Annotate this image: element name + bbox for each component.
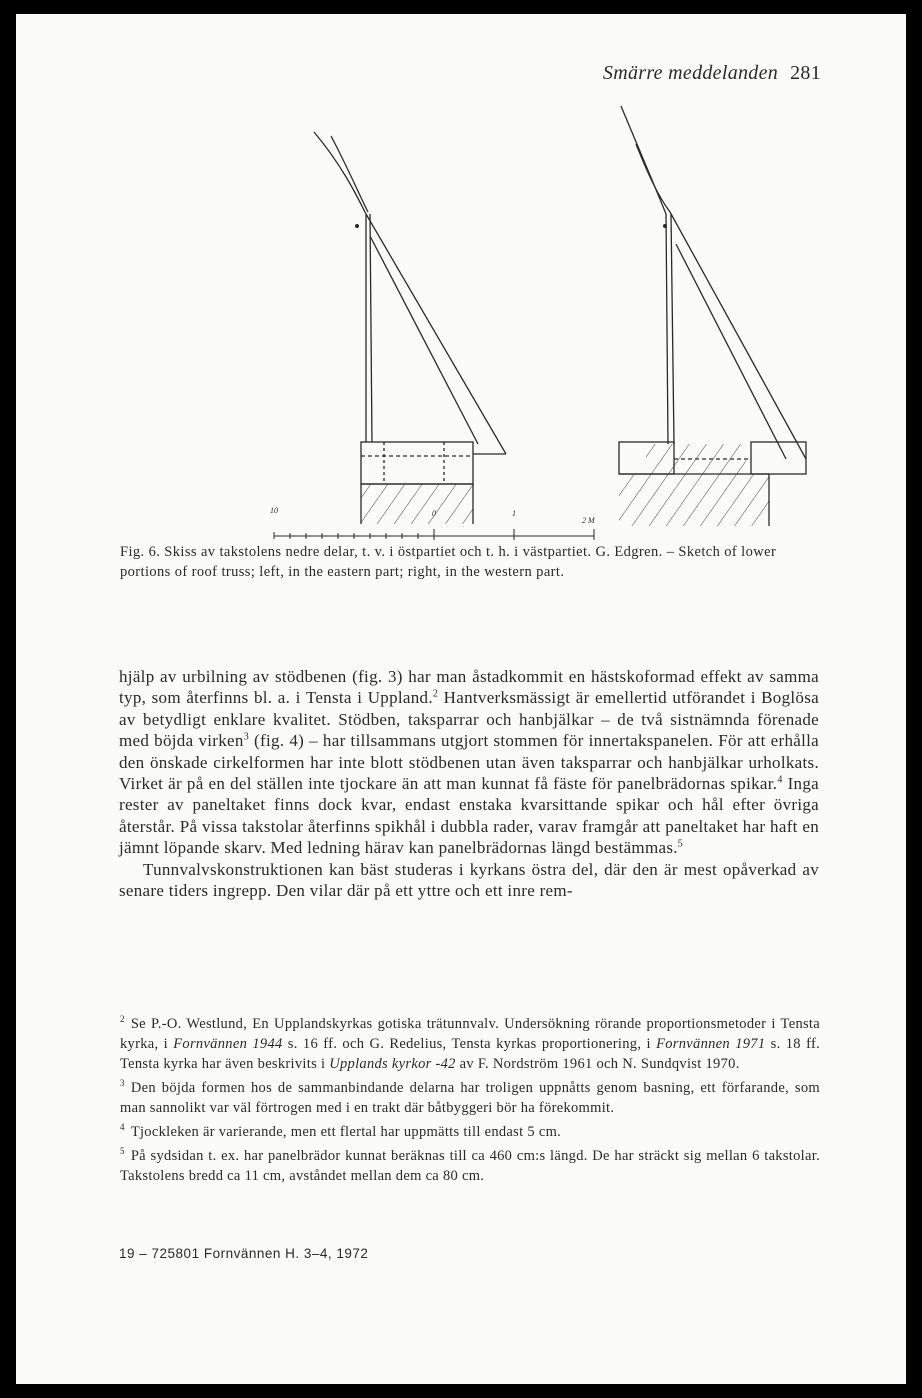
- footnote-4: [120, 1122, 820, 1142]
- paragraph: [119, 666, 819, 859]
- journal-title: Fornvännen 1944: [173, 1036, 283, 1052]
- footnote-ref-5: 5: [677, 838, 684, 850]
- scale-bar: [274, 529, 594, 540]
- text-run: av F. Nordström 1961 och N. Sundqvist 1970.: [455, 1056, 740, 1072]
- footnote-5: [120, 1146, 820, 1186]
- text-run: s. 18 ff. Tensta kyrka har även beskrivits i: [120, 1036, 820, 1072]
- page-number: 281: [790, 62, 821, 84]
- footnote-ref-2: 2: [432, 688, 439, 700]
- footnote-ref-3: 3: [243, 731, 250, 743]
- truss-left: [314, 132, 506, 524]
- figure-6: [16, 14, 906, 544]
- scale-label-10: 10: [270, 506, 278, 515]
- text-run: s. 16 ff. och G. Redelius, Tensta kyrkas proportionering, i: [282, 1036, 657, 1052]
- footnote-number: 2: [120, 1014, 125, 1025]
- footnote-text: Tjockleken är varierande, men ett flertal har uppmätts till endast 5 cm.: [130, 1124, 562, 1140]
- text-run: Inga rester av paneltaket finns dock kvar, endast enstaka kvarsittande spikar och hål efter övriga återstår. På vissa takstolar återfinns spikhål i dubbla rader, varav framgår att paneltaket har haft en jämnt löpande skarv. Med ledning härav kan panelbrädornas längd bestämmas.: [119, 774, 819, 858]
- book-title: Upplands kyrkor -42: [329, 1056, 456, 1072]
- page: [16, 14, 906, 1384]
- footnotes: [120, 1014, 820, 1190]
- text-run: Hantverksmässigt är emellertid utförandet i Boglösa av betydligt enklare kvalitet. Stödben, taksparrar och hanbjälkar – de två sistnämnda förenade med böjda virken: [119, 688, 819, 751]
- body-text: [119, 666, 819, 901]
- scale-label-0: 0: [432, 509, 436, 518]
- footnote-3: [120, 1078, 820, 1118]
- page-footer: 19 – 725801 Fornvännen H. 3–4, 1972: [119, 1246, 369, 1261]
- footnote-number: 3: [120, 1078, 125, 1089]
- text-run: (fig. 4) – har tillsammans utgjort stommen för innertakspanelen. För att erhålla den önskade cirkelformen har inte blott stödbenen utan även taksparrar och hanbjälkar urholkats. Virket är på en del ställen inte tjockare än att man kunnat få fäste för panelbrädornas spikar.: [119, 731, 819, 794]
- footnote-number: 5: [120, 1146, 125, 1157]
- truss-sketch: [16, 14, 906, 544]
- scale-label-1: 1: [512, 509, 516, 518]
- truss-right: [619, 106, 806, 526]
- footnote-number: 4: [120, 1122, 125, 1133]
- footnote-2: [120, 1014, 820, 1074]
- paragraph: Tunnvalvskonstruktionen kan bäst studeras i kyrkans östra del, där den är mest opåverkad av senare tiders ingrepp. Den vilar där på ett yttre och ett inre rem-: [119, 859, 819, 901]
- journal-title: Fornvännen 1971: [656, 1036, 766, 1052]
- footnote-text: Den böjda formen hos de sammanbindande delarna har troligen uppnåtts genom basning, ett förfarande, som man sannolikt var väl förtrogen med i en trakt där båtbyggeri bör ha förekommit.: [120, 1080, 820, 1116]
- text-run: Se P.-O. Westlund, En Upplandskyrkas gotiska trätunnvalv. Undersökning rörande proportionsmetoder i Tensta kyrka, i: [120, 1016, 820, 1052]
- caption-english: – Sketch of lower portions of roof truss; left, in the eastern part; right, in the western part.: [120, 544, 777, 580]
- caption-swedish: Fig. 6. Skiss av takstolens nedre delar, t. v. i östpartiet och t. h. i västpartiet. G. Edgren.: [120, 544, 663, 560]
- scale-label-2m: 2 M: [582, 516, 595, 525]
- running-title: Smärre meddelanden: [602, 62, 779, 84]
- footnote-ref-4: 4: [777, 774, 783, 786]
- text-run: hjälp av urbilning av stödbenen (fig. 3) har man åstadkommit en hästskoformad effekt av samma typ, som återfinns bl. a. i Tensta i Uppland.: [119, 667, 819, 708]
- footnote-text: På sydsidan t. ex. har panelbrädor kunnat beräknas till ca 460 cm:s längd. De har sträckt sig mellan 6 takstolar. Takstolens bredd ca 11 cm, avståndet mellan dem ca 80 cm.: [120, 1148, 820, 1184]
- figure-caption: [120, 542, 816, 582]
